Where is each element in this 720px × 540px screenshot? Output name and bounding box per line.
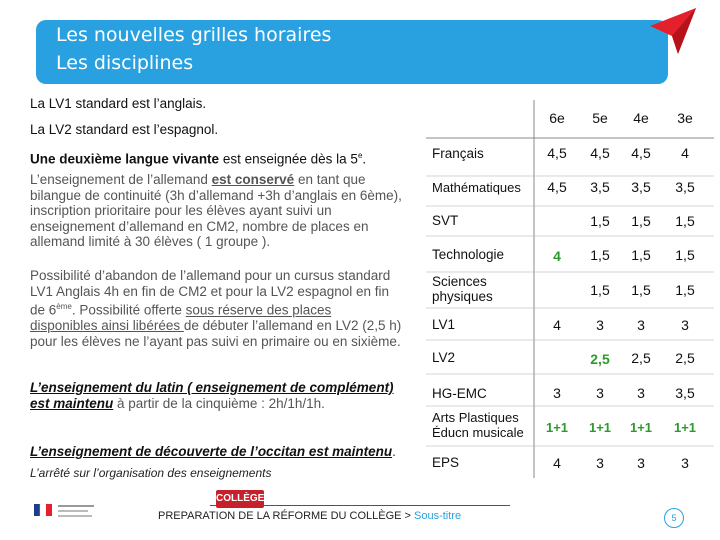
table-cell: 3	[637, 317, 645, 333]
title-banner	[36, 20, 668, 84]
row-label-svt: SVT	[432, 213, 459, 228]
lv1-text: La LV1 standard est l’anglais.	[30, 96, 207, 111]
table-cell: 1,5	[590, 213, 610, 229]
table-cell: 1,5	[631, 282, 651, 298]
table-cell: 2,5	[675, 350, 695, 366]
table-cell: 1,5	[590, 282, 610, 298]
table-cell: 3	[596, 385, 604, 401]
allemand-text: L’enseignement de l’allemand est conservé en tant que bilangue de continuité (3h d’allemand +3h d’anglais en 6ème), inscription prioritaire pour les élèves ayant suivi un enseignement d’allemand en CM2, nombre de places en allemand limité à 30 élèves ( 1 groupe ).	[30, 172, 402, 249]
table-cell: 1,5	[631, 213, 651, 229]
col-header-5e: 5e	[592, 110, 608, 126]
table-cell: 2,5	[631, 350, 651, 366]
occitan-text: L’enseignement de découverte de l’occitan est maintenu.	[30, 444, 396, 459]
table-cell: 1,5	[675, 247, 695, 263]
col-header-6e: 6e	[549, 110, 565, 126]
table-cell-lv2-5e: 2,5	[590, 351, 610, 367]
table-cell-arts: 1+1	[673, 420, 697, 435]
row-label-maths: Mathématiques	[432, 180, 521, 195]
row-label-technologie: Technologie	[432, 247, 505, 262]
lv2-text: La LV2 standard est l’espagnol.	[30, 122, 219, 137]
row-label-hg-emc: HG-EMC	[432, 386, 487, 401]
title-line-1: Les nouvelles grilles horaires	[56, 24, 332, 46]
table-cell: 3,5	[675, 179, 695, 195]
footer-divider	[210, 505, 510, 506]
row-label-francais: Français	[432, 146, 484, 161]
row-label-sciences-physiques: Sciences physiques	[432, 274, 493, 304]
arrete-note: L’arrêté sur l’organisation des enseignements	[30, 466, 272, 480]
table-cell-sciences-6e: 4	[553, 248, 561, 264]
table-cell: 3	[681, 455, 689, 471]
table-cell: 3	[596, 317, 604, 333]
table-cell-arts: 1+1	[629, 420, 653, 435]
row-label-eps: EPS	[432, 455, 460, 470]
latin-text: L’enseignement du latin ( enseignement de complément) est maintenu à partir de la cinquième : 2h/1h/1h.	[30, 380, 394, 411]
page-number: 5	[664, 508, 684, 528]
table-cell: 4,5	[590, 145, 610, 161]
table-cell: 4,5	[631, 145, 651, 161]
row-label-lv2: LV2	[432, 350, 456, 365]
table-cell: 3	[637, 455, 645, 471]
table-cell: 1,5	[675, 213, 695, 229]
table-cell: 3	[637, 385, 645, 401]
table-cell: 3	[681, 317, 689, 333]
col-header-3e: 3e	[677, 110, 693, 126]
ministry-logo-icon	[32, 500, 122, 526]
college-badge: COLLÈGE	[216, 490, 264, 508]
footer-text: PREPARATION DE LA RÉFORME DU COLLÈGE > Sous-titre	[158, 510, 462, 522]
table-cell: 1,5	[631, 247, 651, 263]
abandon-text: Possibilité d’abandon de l’allemand pour un cursus standard LV1 Anglais 4h en fin de CM2 et pour la LV2 espagnol en fin de 6ème. Possibilité offerte sous réserve des places disponibles ainsi libérées de débuter l’allemand en LV2 (2,5 h) pour les élèves ne l’ayant pas suivi en primaire ou en sixième.	[30, 268, 402, 349]
row-label-lv1: LV1	[432, 317, 456, 332]
row-label-arts-musique: Arts Plastiques Éducn musicale	[432, 410, 524, 440]
table-cell: 3	[596, 455, 604, 471]
table-cell: 3,5	[590, 179, 610, 195]
title-line-2: Les disciplines	[56, 52, 194, 74]
table-cell: 4,5	[547, 179, 567, 195]
table-cell: 4,5	[547, 145, 567, 161]
table-cell: 4	[553, 317, 561, 333]
table-cell: 4	[681, 145, 689, 161]
table-cell: 3,5	[675, 385, 695, 401]
table-cell-arts: 1+1	[545, 420, 569, 435]
red-arrow-icon	[646, 6, 698, 58]
table-cell: 3	[553, 385, 561, 401]
table-cell: 3,5	[631, 179, 651, 195]
table-cell: 1,5	[590, 247, 610, 263]
table-cell: 4	[553, 455, 561, 471]
second-language-text: Une deuxième langue vivante est enseignée dès la 5e.	[30, 151, 367, 167]
col-header-4e: 4e	[633, 110, 649, 126]
table-cell: 1,5	[675, 282, 695, 298]
hours-table	[426, 100, 714, 478]
table-cell-arts: 1+1	[588, 420, 612, 435]
